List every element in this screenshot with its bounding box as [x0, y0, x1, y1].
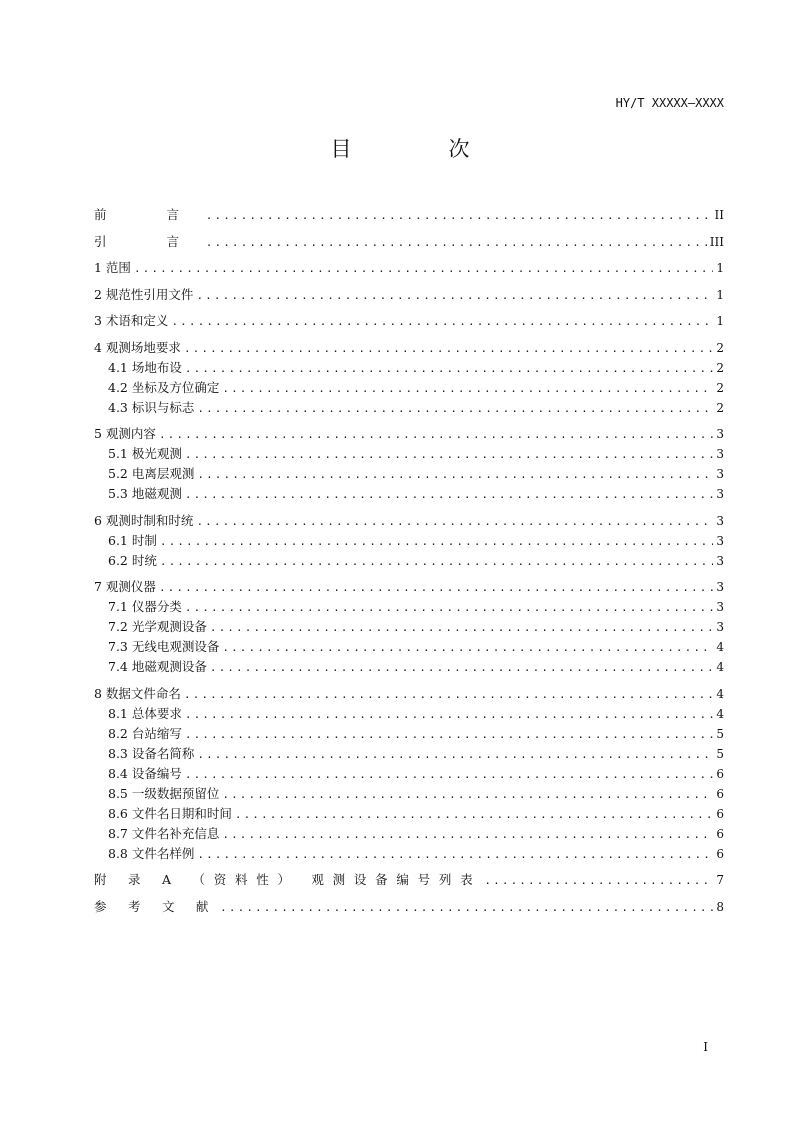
toc-entry[interactable]	[94, 684, 724, 704]
toc-entry-page: 3	[716, 580, 724, 594]
page-number: I	[703, 1040, 708, 1054]
toc-dot-leader	[184, 339, 713, 359]
toc-entry-page: 1	[716, 287, 724, 302]
toc-entry-label: 7.1 仪器分类	[108, 599, 182, 614]
toc-entry[interactable]	[94, 844, 724, 864]
toc-entry-page: 3	[716, 620, 724, 634]
toc-entry[interactable]	[94, 870, 724, 890]
toc-dot-leader	[206, 206, 712, 226]
toc-entry-page: 1	[716, 261, 724, 275]
toc-entry[interactable]	[94, 258, 724, 278]
toc-dot-leader	[222, 825, 713, 845]
toc-entry-page: 2	[716, 360, 724, 375]
toc-dot-leader	[185, 485, 714, 505]
toc-dot-leader	[222, 785, 713, 805]
toc-entry[interactable]	[94, 637, 724, 657]
toc-entry-page: III	[709, 234, 724, 249]
toc-dot-leader	[206, 233, 707, 253]
toc-entry[interactable]	[94, 617, 724, 637]
toc-entry[interactable]	[94, 744, 724, 764]
toc-entry[interactable]	[94, 205, 724, 225]
page-title: 目 次	[330, 137, 508, 161]
toc-entry-label: 2 规范性引用文件	[94, 286, 194, 302]
toc-dot-leader	[185, 598, 714, 618]
toc-entry-page: 8	[716, 899, 724, 914]
toc-entry[interactable]	[94, 724, 724, 744]
toc-entry-label: 7 观测仪器	[94, 579, 156, 594]
toc-dot-leader	[184, 685, 713, 705]
toc-entry-page: 3	[716, 513, 724, 528]
toc-entry[interactable]	[94, 311, 724, 331]
toc-entry-page: 3	[716, 427, 724, 441]
toc-entry[interactable]	[94, 531, 724, 551]
toc-entry-label: 8 数据文件命名	[94, 685, 181, 701]
toc-entry[interactable]	[94, 398, 724, 418]
toc-entry-label: 4.1 场地布设	[108, 359, 182, 375]
toc-entry-page: 4	[716, 706, 724, 721]
toc-entry[interactable]	[94, 232, 724, 252]
toc-entry-page: 4	[716, 640, 724, 654]
toc-entry-page: 6	[716, 786, 724, 801]
toc-entry[interactable]	[94, 577, 724, 597]
toc-entry-page: 4	[716, 660, 724, 674]
toc-entry-label: 参 考 文 献	[94, 898, 218, 914]
toc-entry[interactable]	[94, 484, 724, 504]
toc-entry-page: 5	[716, 746, 724, 761]
toc-entry-page: II	[714, 208, 724, 222]
toc-entry[interactable]	[94, 597, 724, 617]
toc-dot-leader	[210, 618, 714, 638]
toc-entry-label: 1 范围	[94, 260, 131, 275]
toc-dot-leader	[134, 259, 713, 279]
toc-entry[interactable]	[94, 764, 724, 784]
toc-entry[interactable]	[94, 444, 724, 464]
toc-dot-leader	[197, 465, 713, 485]
toc-entry-page: 3	[716, 533, 724, 548]
toc-entry-label: 8.3 设备名简称	[108, 745, 195, 761]
toc-entry-label: 6.2 时统	[108, 552, 157, 568]
toc-entry-label: 6.1 时制	[108, 532, 157, 548]
toc-entry[interactable]	[94, 657, 724, 677]
toc-entry-label: 4.2 坐标及方位确定	[108, 379, 220, 395]
toc-dot-leader	[210, 658, 714, 678]
table-of-contents	[94, 205, 724, 917]
document-code: HY/T XXXXX—XXXX	[615, 96, 724, 110]
toc-entry-label: 引 言	[94, 233, 203, 249]
toc-entry-label: 7.2 光学观测设备	[108, 619, 207, 634]
toc-entry[interactable]	[94, 704, 724, 724]
toc-dot-leader	[160, 532, 714, 552]
toc-entry-label: 5.2 电离层观测	[108, 466, 195, 481]
toc-entry[interactable]	[94, 897, 724, 917]
toc-entry-page: 2	[716, 400, 724, 415]
toc-entry-label: 附 录 A （资料性） 观测设备编号列表	[94, 872, 482, 887]
toc-entry-page: 2	[716, 380, 724, 395]
toc-entry-label: 8.2 台站缩写	[108, 725, 182, 741]
toc-dot-leader	[185, 725, 714, 745]
toc-dot-leader	[171, 312, 713, 332]
toc-entry-label: 8.5 一级数据预留位	[108, 785, 220, 801]
toc-entry[interactable]	[94, 338, 724, 358]
toc-entry-label: 4.3 标识与标志	[108, 399, 195, 415]
toc-entry[interactable]	[94, 784, 724, 804]
toc-entry-label: 前 言	[94, 207, 203, 222]
toc-entry-page: 6	[716, 806, 724, 821]
toc-dot-leader	[484, 871, 713, 891]
toc-entry-label: 6 观测时制和时统	[94, 512, 194, 528]
toc-entry[interactable]	[94, 551, 724, 571]
toc-entry-page: 3	[716, 487, 724, 501]
toc-dot-leader	[159, 425, 713, 445]
toc-entry-label: 8.8 文件名样例	[108, 845, 195, 861]
toc-entry-label: 4 观测场地要求	[94, 339, 181, 355]
toc-entry-label: 8.1 总体要求	[108, 705, 182, 721]
toc-entry-page: 4	[716, 686, 724, 701]
toc-entry[interactable]	[94, 804, 724, 824]
toc-dot-leader	[159, 578, 713, 598]
toc-dot-leader	[197, 399, 713, 419]
toc-entry-page: 2	[716, 340, 724, 355]
toc-entry-page: 6	[716, 846, 724, 861]
toc-entry[interactable]	[94, 824, 724, 844]
toc-entry-label: 5 观测内容	[94, 426, 156, 441]
toc-entry-label: 3 术语和定义	[94, 313, 169, 328]
toc-dot-leader	[220, 898, 713, 918]
toc-dot-leader	[222, 379, 713, 399]
toc-entry[interactable]	[94, 511, 724, 531]
toc-entry-page: 5	[716, 726, 724, 741]
toc-dot-leader	[185, 359, 714, 379]
toc-entry-page: 6	[716, 766, 724, 781]
toc-entry-label: 5.3 地磁观测	[108, 486, 182, 501]
toc-entry[interactable]	[94, 358, 724, 378]
toc-dot-leader	[235, 805, 714, 825]
toc-entry-label: 5.1 极光观测	[108, 446, 182, 461]
toc-entry-page: 6	[716, 826, 724, 841]
toc-entry-page: 3	[716, 467, 724, 481]
toc-entry-label: 8.7 文件名补充信息	[108, 825, 220, 841]
toc-entry-page: 3	[716, 447, 724, 461]
toc-dot-leader	[222, 638, 713, 658]
toc-entry-page: 7	[716, 873, 724, 887]
toc-entry[interactable]	[94, 424, 724, 444]
toc-entry-label: 7.4 地磁观测设备	[108, 659, 207, 674]
toc-entry[interactable]	[94, 464, 724, 484]
toc-dot-leader	[197, 745, 713, 765]
toc-entry-page: 3	[716, 553, 724, 568]
toc-entry-label: 8.6 文件名日期和时间	[108, 805, 232, 821]
toc-dot-leader	[185, 445, 714, 465]
toc-dot-leader	[185, 705, 714, 725]
toc-entry[interactable]	[94, 378, 724, 398]
toc-entry-label: 8.4 设备编号	[108, 765, 182, 781]
toc-dot-leader	[196, 286, 713, 306]
toc-dot-leader	[185, 765, 714, 785]
toc-dot-leader	[160, 552, 714, 572]
toc-dot-leader	[196, 512, 713, 532]
toc-entry-label: 7.3 无线电观测设备	[108, 639, 220, 654]
toc-entry[interactable]	[94, 285, 724, 305]
toc-dot-leader	[197, 845, 713, 865]
toc-entry-page: 3	[716, 600, 724, 614]
toc-entry-page: 1	[716, 314, 724, 328]
